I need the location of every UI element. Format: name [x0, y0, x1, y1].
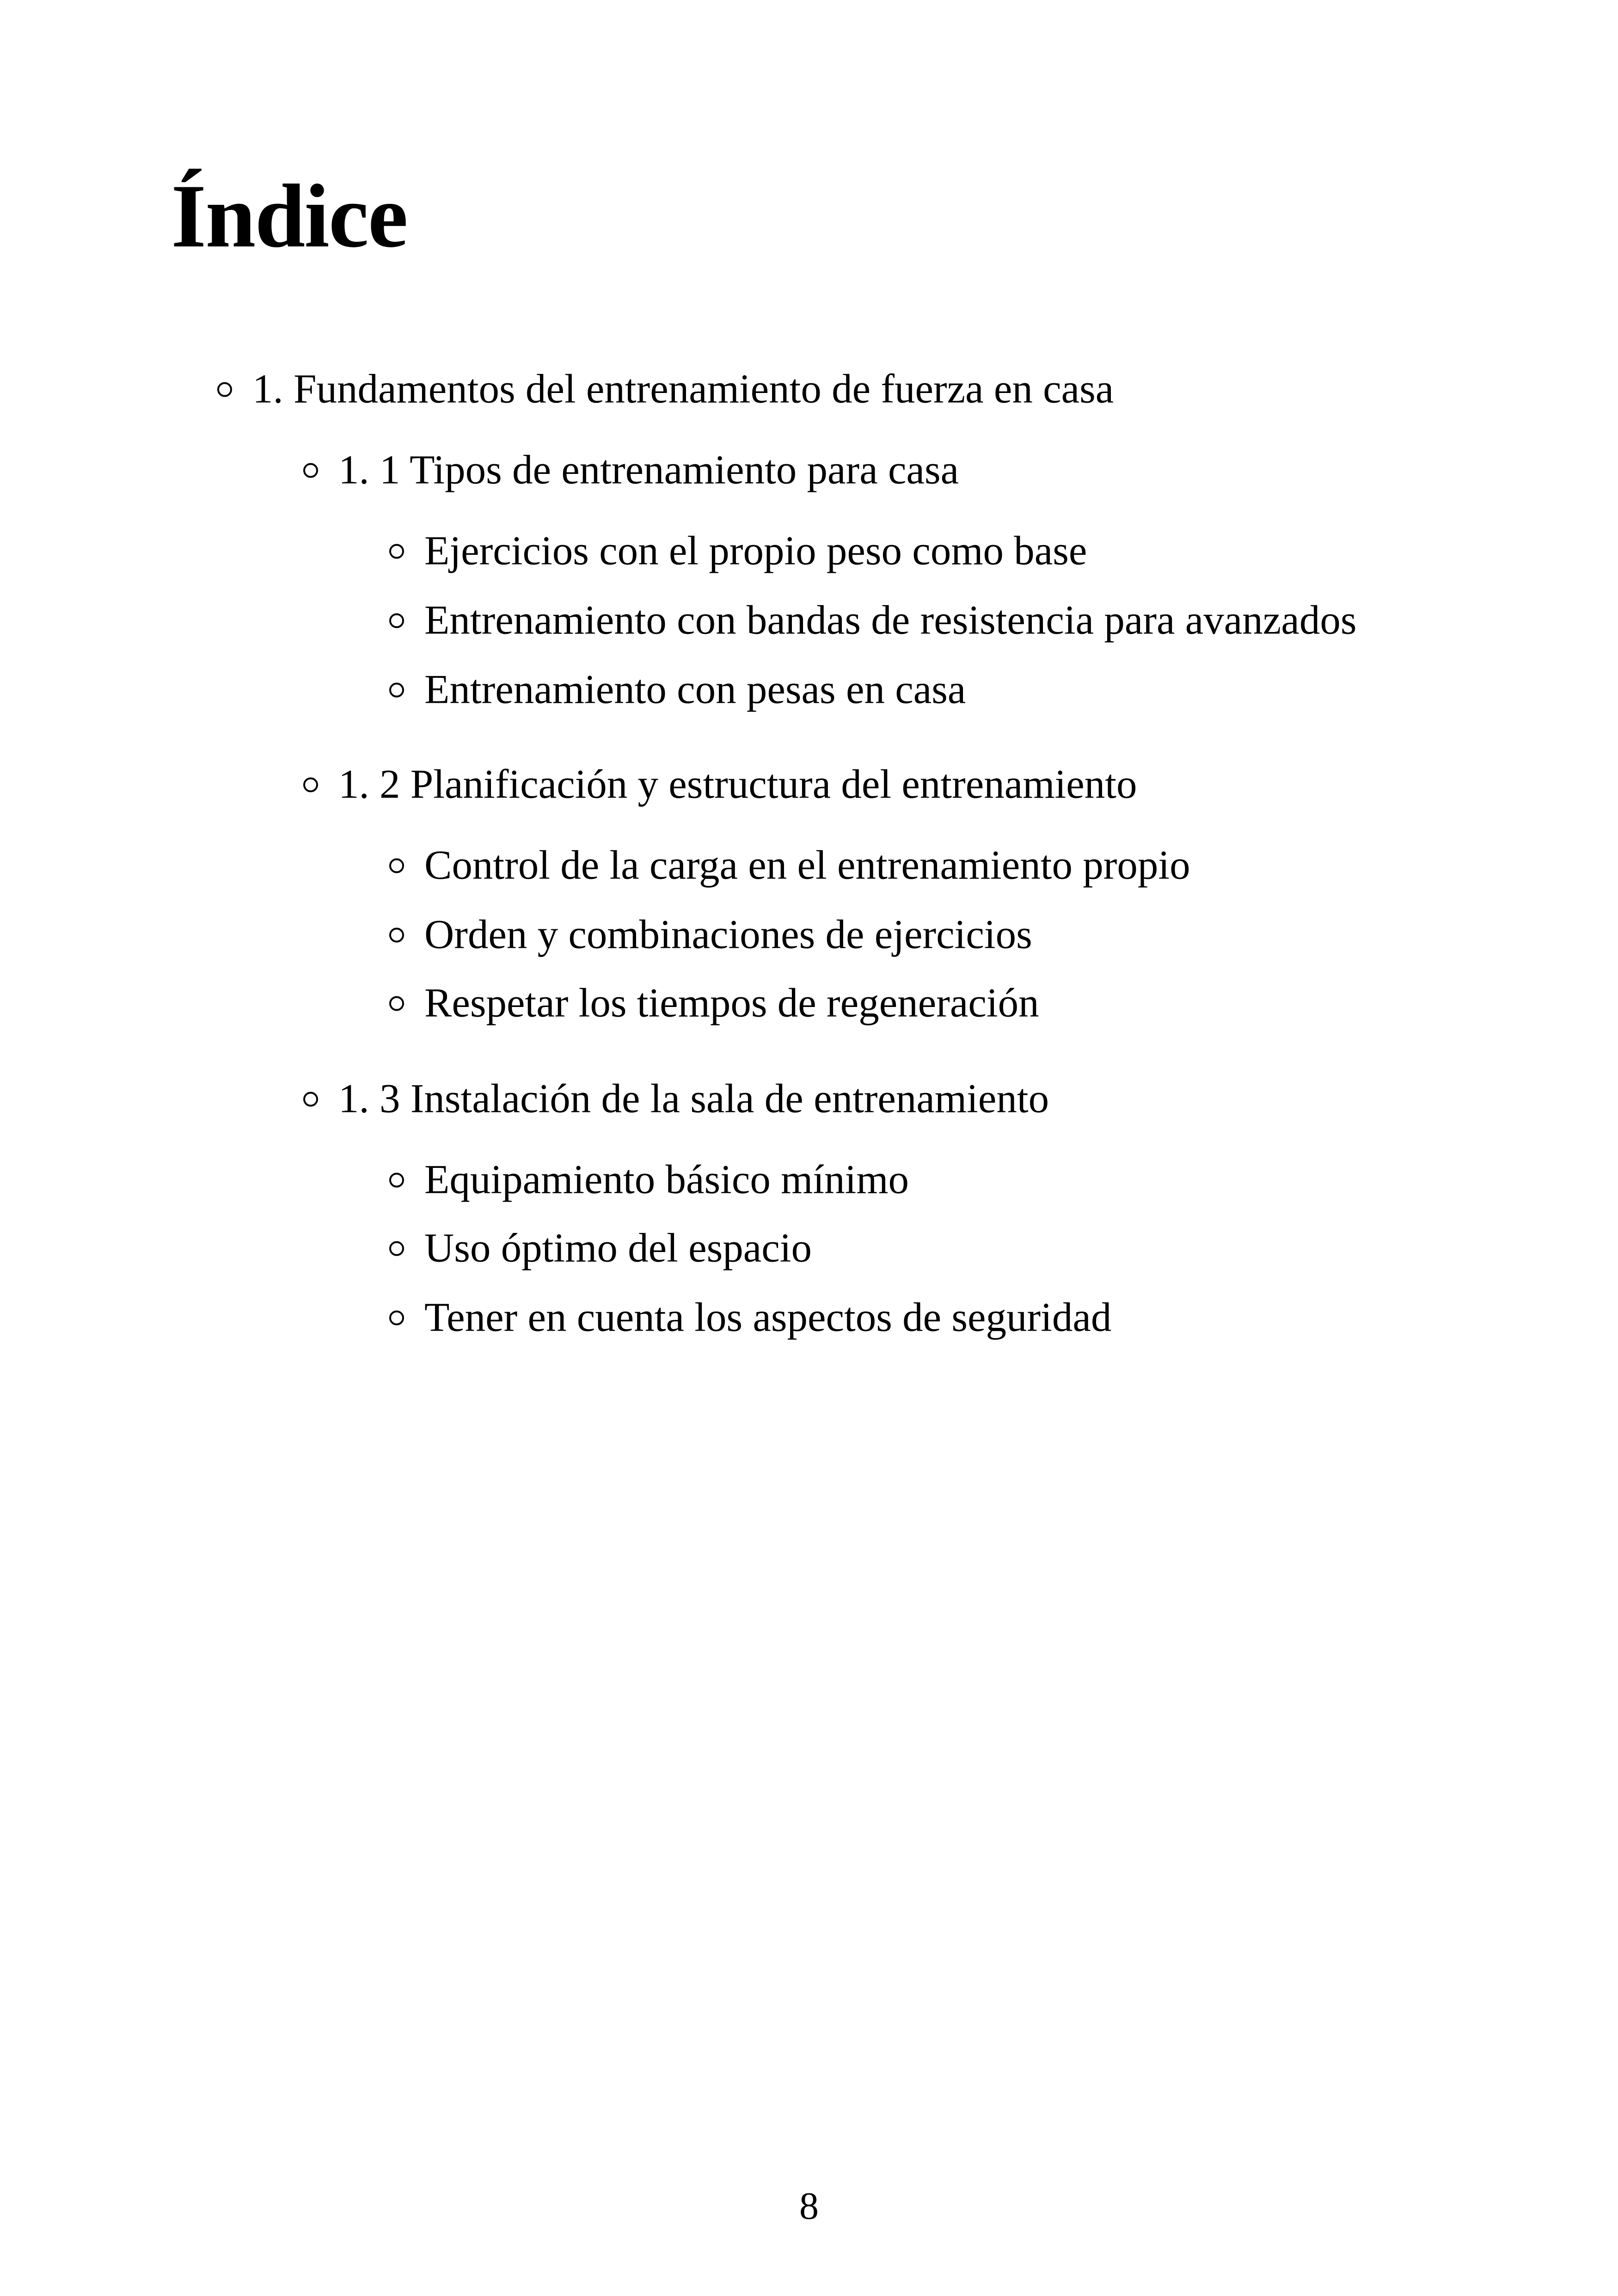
circle-bullet-icon: [389, 544, 404, 559]
toc-entry-text: Equipamiento básico mínimo: [424, 1157, 909, 1203]
toc-entry-text: Orden y combinaciones de ejercicios: [424, 912, 1032, 958]
circle-bullet-icon: [303, 777, 318, 792]
toc-entry-level-3[interactable]: [389, 669, 966, 711]
toc-entry-level-3[interactable]: [389, 597, 1357, 643]
toc-entry-text: Control de la carga en el entrenamiento propio: [424, 842, 1190, 888]
toc-entry-level-3[interactable]: [389, 1225, 812, 1271]
circle-bullet-icon: [389, 927, 404, 942]
toc-entry-text: Entrenamiento con bandas de resistencia para avanzados: [424, 597, 1357, 643]
toc-entry-level-3[interactable]: [389, 1297, 1111, 1338]
circle-bullet-icon: [389, 996, 404, 1011]
toc-entry-level-3[interactable]: [389, 528, 1087, 574]
toc-entry-level-3[interactable]: [389, 842, 1190, 888]
toc-entry-level-1[interactable]: [217, 366, 1114, 412]
toc-entry-text: 1. 1 Tipos de entrenamiento para casa: [338, 447, 959, 493]
toc-entry-text: Ejercicios con el propio peso como base: [424, 528, 1087, 574]
circle-bullet-icon: [389, 682, 404, 697]
toc-entry-level-2[interactable]: [303, 761, 1137, 807]
circle-bullet-icon: [303, 463, 318, 478]
circle-bullet-icon: [389, 613, 404, 628]
circle-bullet-icon: [217, 382, 232, 397]
circle-bullet-icon: [389, 1241, 404, 1256]
circle-bullet-icon: [389, 1310, 404, 1325]
toc-entry-text: 1. Fundamentos del entrenamiento de fuerza en casa: [252, 366, 1114, 412]
toc-entry-level-2[interactable]: [303, 1076, 1049, 1122]
page-number: 8: [799, 2185, 819, 2228]
toc-entry-text: 1. 3 Instalación de la sala de entrenamiento: [338, 1076, 1049, 1122]
toc-entry-level-2[interactable]: [303, 447, 959, 493]
toc-entry-text: Respetar los tiempos de regeneración: [424, 980, 1039, 1026]
toc-entry-text: Uso óptimo del espacio: [424, 1225, 812, 1271]
page-title: Índice: [171, 166, 407, 266]
toc-entry-text: Tener en cuenta los aspectos de seguridad: [424, 1295, 1112, 1340]
toc-entry-text: 1. 2 Planificación y estructura del entrenamiento: [338, 761, 1137, 807]
toc-entry-text: Entrenamiento con pesas en casa: [424, 667, 966, 712]
toc-entry-level-3[interactable]: [389, 1157, 909, 1203]
circle-bullet-icon: [303, 1092, 318, 1106]
circle-bullet-icon: [389, 858, 404, 873]
toc-entry-level-3[interactable]: [389, 980, 1039, 1026]
circle-bullet-icon: [389, 1173, 404, 1187]
toc-entry-level-3[interactable]: [389, 912, 1032, 958]
